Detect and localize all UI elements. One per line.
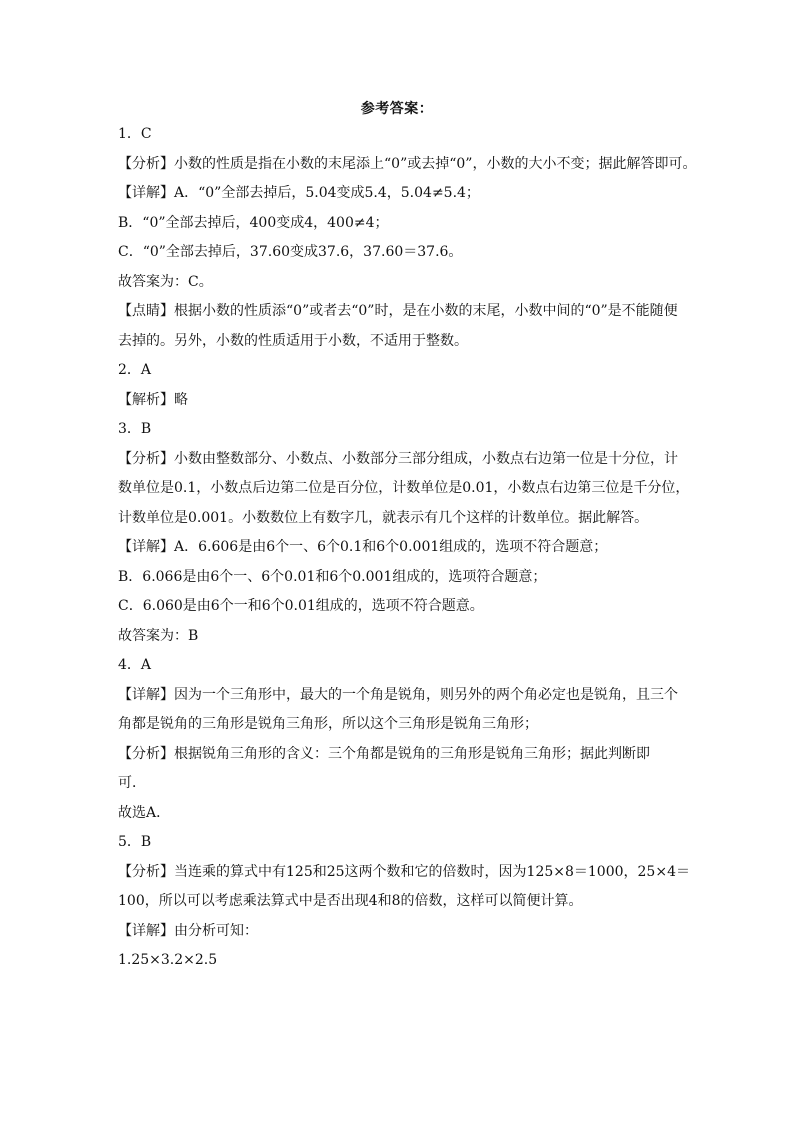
analysis-line: 100，所以可以考虑乘法算式中是否出现4和8的倍数，这样可以简便计算。 [118, 893, 583, 909]
answer-line: 故选A． [118, 804, 171, 821]
detail-line: 【详解】由分析可知： [118, 922, 258, 939]
detail-line: 【详解】A．6.606是由6个一、6个0.1和6个0.001组成的，选项不符合题意； [118, 539, 608, 555]
detail-line: B．“0”全部去掉后，400变成4，400≠4； [118, 214, 389, 231]
detail-line: 角都是锐角的三角形是锐角三角形，所以这个三角形是锐角三角形； [118, 716, 538, 732]
analysis-line: 【分析】根据锐角三角形的含义：三个角都是锐角的三角形是锐角三角形；据此判断即 [118, 745, 650, 762]
answer-number: 5．B [118, 834, 152, 850]
answer-content [118, 120, 697, 976]
page-title: 参考答案： [360, 101, 434, 117]
answer-number: 1．C [118, 126, 152, 142]
analysis-line: 【分析】小数的性质是指在小数的末尾添上“0”或去掉“0”，小数的大小不变；据此解答即可。 [118, 155, 697, 172]
answer-line: 故答案为：B [118, 627, 199, 644]
detail-line: 【详解】A．“0”全部去掉后，5.04变成5.4，5.04≠5.4； [118, 185, 480, 201]
analysis-line: 可． [118, 775, 146, 791]
answer-number: 3．B [118, 421, 152, 437]
answer-line: 故答案为：C。 [118, 273, 213, 290]
comment-line: 去掉的。另外，小数的性质适用于小数，不适用于整数。 [118, 332, 468, 349]
analysis-line: 【分析】小数由整数部分、小数点、小数部分三部分组成，小数点右边第一位是十分位，计 [118, 450, 678, 467]
analysis-line: 数单位是0.1，小数点后边第二位是百分位，计数单位是0.01，小数点右边第三位是千分位， [118, 480, 690, 496]
answer-number: 4．A [118, 657, 152, 673]
detail-line: C．“0”全部去掉后，37.60变成37.6，37.60＝37.6。 [118, 244, 463, 260]
explanation-line: 【解析】略 [118, 391, 188, 408]
detail-line: C．6.060是由6个一和6个0.01组成的，选项不符合题意。 [118, 598, 484, 614]
analysis-line: 计数单位是0.001。小数数位上有数字几，就表示有几个这样的计数单位。据此解答。 [118, 509, 649, 526]
detail-line: 【详解】因为一个三角形中，最大的一个角是锐角，则另外的两个角必定也是锐角，且三个 [118, 686, 678, 703]
comment-line: 【点睛】根据小数的性质添“0”或者去“0”时，是在小数的末尾，小数中间的“0”是不能随便 [118, 303, 678, 319]
detail-line: B．6.066是由6个一、6个0.01和6个0.001组成的，选项符合题意； [118, 568, 547, 585]
expression-line: 1.25×3.2×2.5 [118, 952, 218, 968]
answer-number: 2．A [118, 362, 152, 378]
analysis-line: 【分析】当连乘的算式中有125和25这两个数和它的倍数时，因为125×8＝1000，25×4＝ [118, 863, 690, 880]
